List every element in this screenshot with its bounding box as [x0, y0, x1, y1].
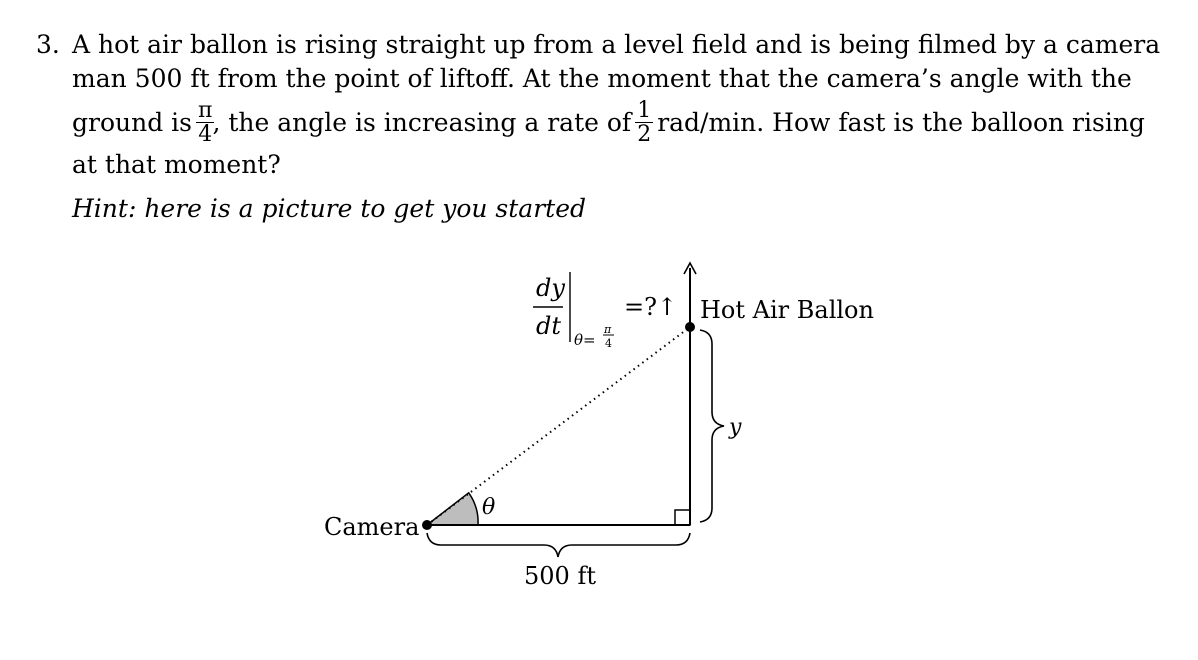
base-brace: [427, 533, 690, 557]
deriv-numerator: dy: [536, 274, 565, 302]
deriv-result: =?↑: [624, 293, 678, 321]
line-of-sight: [427, 327, 690, 525]
problem-line-2: man 500 ft from the point of liftoff. At the moment that the camera’s angle with the: [72, 64, 1132, 93]
base-label: 500 ft: [524, 562, 596, 590]
deriv-eval-label: θ=: [574, 331, 596, 349]
camera-dot: [422, 520, 432, 530]
line3-text-b: , the angle is increasing a rate of: [212, 108, 632, 137]
rate-denominator: 2: [637, 122, 652, 147]
right-angle-marker: [675, 510, 690, 525]
theta-label: θ: [482, 495, 496, 520]
balloon-dot: [685, 322, 695, 332]
problem-line-4: at that moment?: [72, 150, 281, 179]
angle-denominator: 4: [198, 122, 213, 147]
line3-text-a: ground is: [72, 108, 192, 137]
hint-text: Hint: here is a picture to get you started: [72, 194, 587, 223]
height-brace: [700, 330, 724, 522]
height-label: y: [729, 415, 742, 440]
angle-wedge: [427, 493, 478, 525]
eval-denominator: 4: [605, 337, 612, 350]
problem-number: 3.: [36, 30, 60, 59]
eval-numerator: π: [604, 323, 612, 336]
balloon-label: Hot Air Ballon: [700, 296, 874, 324]
deriv-denominator: dt: [536, 312, 562, 340]
line3-text-c: rad/min. How fast is the balloon rising: [657, 108, 1145, 137]
problem-line-1-text: A hot air ballon is rising straight up from a level field and is being filmed by a camera: [72, 30, 1161, 59]
rate-numerator: 1: [637, 98, 652, 123]
angle-numerator: π: [197, 98, 213, 123]
camera-label: Camera: [324, 513, 420, 541]
